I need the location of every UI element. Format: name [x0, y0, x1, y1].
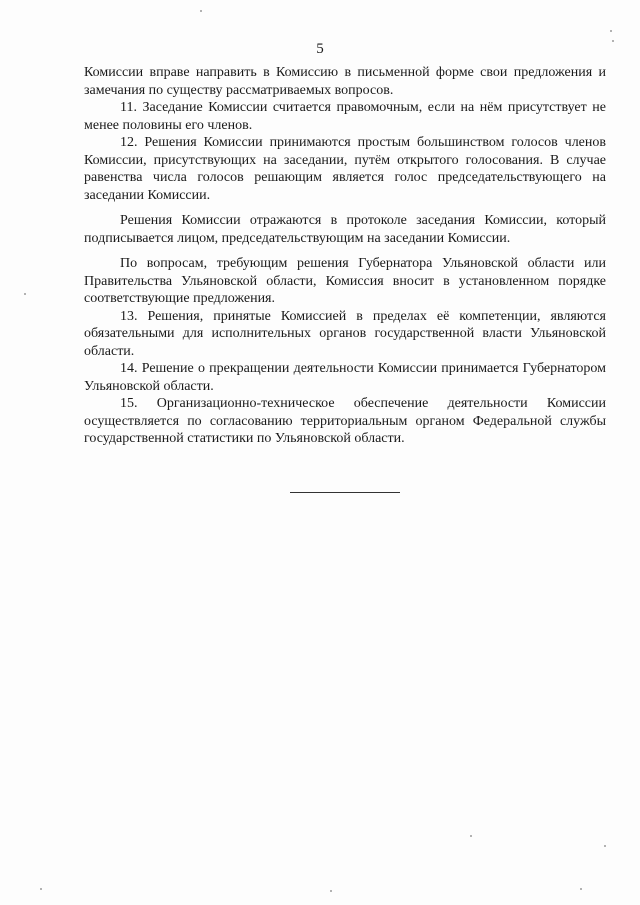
paragraph-item-12: 12. Решения Комиссии принимаются простым большинством голосов членов Комиссии, присутствующих на заседании, путём открытого голосования. В случае равенства числа голосов решающим является голос председательствующего на заседании Комиссии.: [84, 135, 606, 203]
scan-speck: [612, 40, 614, 42]
end-of-document-rule: [290, 492, 400, 493]
paragraph-item-15: 15. Организационно-техническое обеспечение деятельности Комиссии осуществляется по согласованию территориальным органом Федеральной службы государственной статистики по Ульяновской области.: [84, 396, 606, 446]
paragraph-item-12-protocol: Решения Комиссии отражаются в протоколе заседания Комиссии, который подписывается лицом, председательствующим на заседании Комиссии.: [84, 213, 606, 246]
scan-speck: [330, 890, 332, 892]
scan-speck: [470, 835, 472, 837]
scan-speck: [200, 10, 202, 12]
scan-speck: [604, 845, 606, 847]
paragraph-item-14: 14. Решение о прекращении деятельности Комиссии принимается Губернатором Ульяновской области.: [84, 361, 606, 394]
paragraph-item-12-governor: По вопросам, требующим решения Губернатора Ульяновской области или Правительства Ульяновской области, Комиссия вносит в установленном порядке соответствующие предложения.: [84, 256, 606, 306]
scan-speck: [580, 888, 582, 890]
scan-speck: [24, 293, 26, 295]
paragraph-continuation: Комиссии вправе направить в Комиссию в письменной форме свои предложения и замечания по существу рассматриваемых вопросов.: [84, 65, 606, 98]
scan-speck: [40, 888, 42, 890]
document-body: [84, 64, 606, 448]
paragraph-item-13: 13. Решения, принятые Комиссией в пределах её компетенции, являются обязательными для исполнительных органов государственной власти Ульяновской области.: [84, 308, 606, 359]
paragraph-item-11: 11. Заседание Комиссии считается правомочным, если на нём присутствует не менее половины его членов.: [84, 100, 606, 133]
scan-speck: [610, 30, 612, 32]
page-number: 5: [316, 41, 324, 57]
